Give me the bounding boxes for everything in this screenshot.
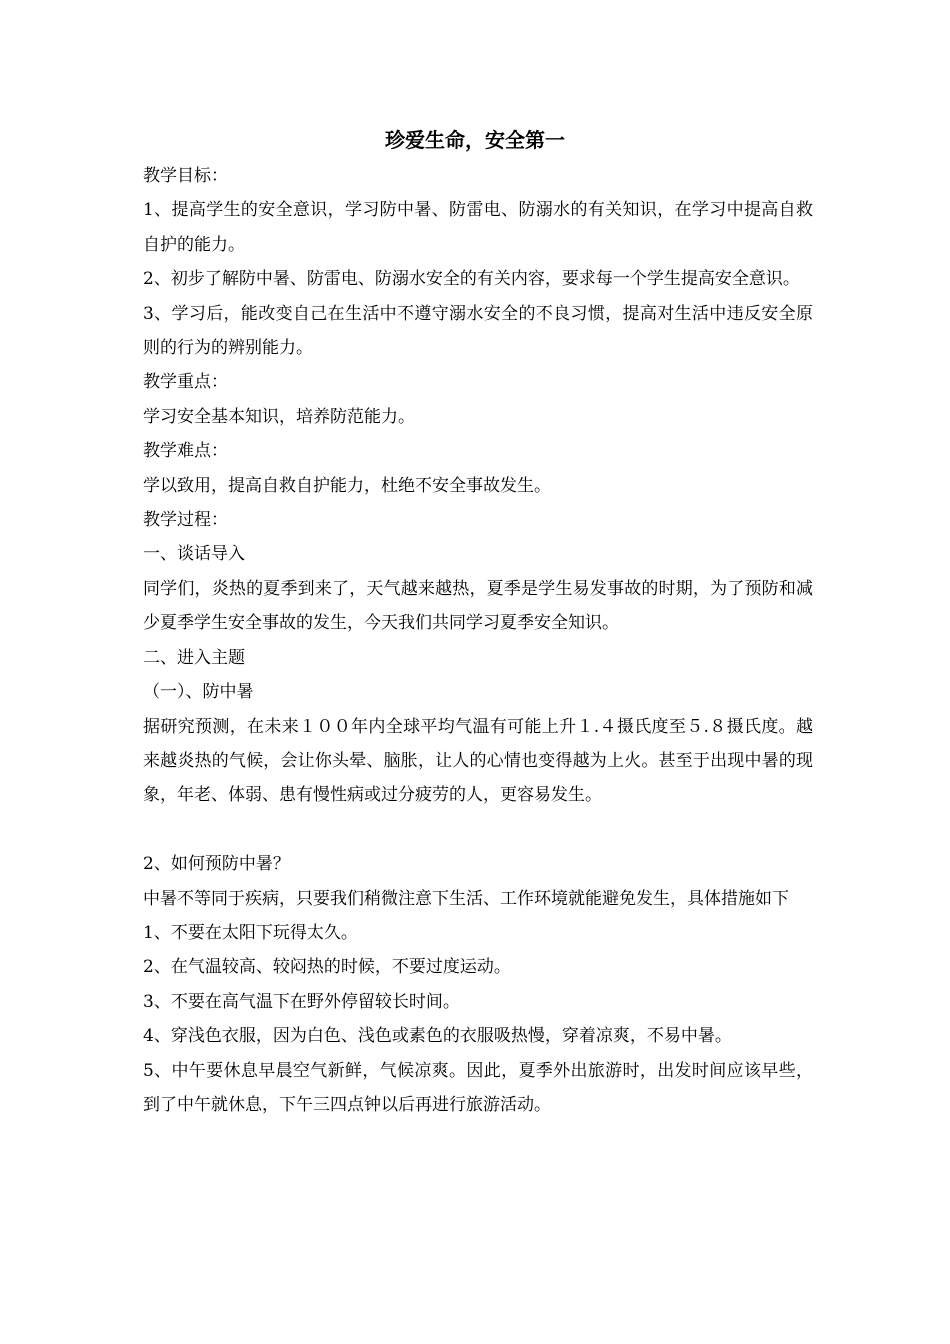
heading-teaching-process: 教学过程：	[143, 510, 228, 531]
prevention-item-2: 2、在气温较高、较闷热的时候，不要过度运动。	[143, 957, 511, 978]
heading-teaching-goals: 教学目标：	[143, 166, 228, 186]
difficulties-text: 学以致用，提高自救自护能力，杜绝不安全事故发生。	[143, 475, 551, 496]
subsection-heatstroke-heading: （一）、防中暑	[143, 682, 254, 703]
heading-key-points: 教学重点：	[143, 372, 228, 393]
heatstroke-research-text: 据研究预测，在未来１００年内全球平均气温有可能上升１.４摄氏度至５.８摄氏度。越来越炎热的气候，会让你头晕、脑胀，让人的心情也变得越为上火。甚至于出现中暑的现象，年老、体弱、患有慢性病或过分疲劳的人，更容易发生。	[143, 716, 813, 806]
section-1-text: 同学们，炎热的夏季到来了，天气越来越热，夏季是学生易发事故的时期，为了预防和减少夏季学生安全事故的发生，今天我们共同学习夏季安全知识。	[143, 578, 813, 634]
prevention-item-4: 4、穿浅色衣服，因为白色、浅色或素色的衣服吸热慢，穿着凉爽，不易中暑。	[143, 1026, 732, 1047]
document-title: 珍爱生命，安全第一	[385, 128, 565, 152]
heading-difficulties: 教学难点：	[143, 441, 228, 462]
key-points-text: 学习安全基本知识，培养防范能力。	[143, 406, 415, 427]
goal-item-2: 2、初步了解防中暑、防雷电、防溺水安全的有关内容，要求每一个学生提高安全意识。	[143, 269, 800, 290]
section-2-heading: 二、进入主题	[143, 647, 245, 668]
blank-line	[143, 813, 813, 847]
goal-item-3: 3、学习后，能改变自己在生活中不遵守溺水安全的不良习惯，提高对生活中违反安全原则的行为的辨别能力。	[143, 303, 813, 359]
prevention-intro: 中暑不等同于疾病，只要我们稍微注意下生活、工作环境就能避免发生，具体措施如下	[143, 888, 789, 909]
prevention-item-3: 3、不要在高气温下在野外停留较长时间。	[143, 991, 460, 1012]
document-body	[143, 159, 813, 1122]
section-1-heading: 一、谈话导入	[143, 544, 245, 565]
prevention-heading: 2、如何预防中暑？	[143, 854, 290, 875]
goal-item-1: 1、提高学生的安全意识，学习防中暑、防雷电、防溺水的有关知识，在学习中提高自救自护的能力。	[143, 200, 813, 255]
prevention-item-1: 1、不要在太阳下玩得太久。	[143, 922, 358, 943]
prevention-item-5: 5、中午要休息早晨空气新鲜，气候凉爽。因此，夏季外出旅游时，出发时间应该早些，到了中午就休息，下午三四点钟以后再进行旅游活动。	[143, 1060, 813, 1115]
